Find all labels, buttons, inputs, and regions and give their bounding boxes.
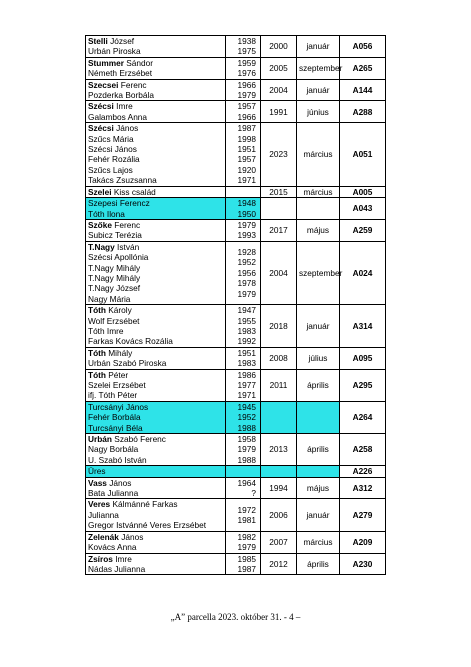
burial-month-cell: szeptember — [297, 241, 340, 304]
person-name — [88, 187, 223, 197]
burial-year-cell: 1991 — [261, 101, 297, 123]
surname: Szecsei — [88, 79, 119, 90]
names-cell — [86, 198, 226, 220]
burial-month-cell: június — [297, 101, 340, 123]
given-name: István — [114, 241, 140, 252]
person-name — [88, 326, 223, 336]
years-cell — [226, 477, 261, 499]
year-value: 1952 — [237, 257, 256, 268]
burial-month-cell: április — [297, 553, 340, 575]
given-name: T.Nagy József — [88, 283, 141, 294]
names-cell — [86, 553, 226, 575]
plot-code-cell: A265 — [340, 57, 386, 79]
plot-code-cell: A259 — [340, 219, 386, 241]
year-value: 1982 — [237, 531, 256, 542]
year-value: 1964 — [237, 477, 256, 488]
surname: Szelei — [88, 186, 112, 197]
plot-code-cell: A230 — [340, 553, 386, 575]
year-value: 1987 — [237, 563, 256, 574]
person-name — [88, 305, 223, 315]
burial-year-cell: 2012 — [261, 553, 297, 575]
given-name: Bata Julianna — [88, 488, 139, 499]
burial-month-cell: január — [297, 499, 340, 531]
burial-month-cell: május — [297, 477, 340, 499]
given-name: Subicz Terézia — [88, 230, 142, 241]
burial-year-cell: 2017 — [261, 219, 297, 241]
person-name — [88, 532, 223, 542]
burial-year-cell: 2004 — [261, 79, 297, 101]
names-cell — [86, 219, 226, 241]
person-name — [88, 455, 223, 465]
years-cell — [226, 305, 261, 348]
table-row — [86, 531, 386, 553]
person-name — [88, 390, 223, 400]
years-cell — [226, 401, 261, 433]
person-name — [88, 230, 223, 240]
table-row — [86, 477, 386, 499]
plot-code-cell: A051 — [340, 123, 386, 186]
given-name: Szűcs Lajos — [88, 164, 133, 175]
given-name: Németh Erzsébet — [88, 68, 153, 79]
year-value: 1938 — [237, 36, 256, 46]
person-name — [88, 478, 223, 488]
surname: Tóth — [88, 347, 106, 358]
year-value: 1988 — [237, 454, 256, 465]
burial-year-cell: 2000 — [261, 36, 297, 58]
years-cell — [226, 347, 261, 369]
given-name: Károly — [105, 305, 132, 316]
year-value: 1951 — [237, 144, 256, 155]
year-value: 1945 — [237, 401, 256, 412]
surname: T.Nagy — [88, 241, 115, 252]
year-value: 1947 — [237, 305, 256, 316]
registry-body — [86, 36, 386, 575]
year-value: 1983 — [237, 358, 256, 369]
person-name — [88, 564, 223, 574]
given-name: Sándor — [123, 57, 154, 68]
burial-month-cell: március — [297, 531, 340, 553]
given-name: Turcsányi Béla — [88, 422, 143, 433]
year-value: 1979 — [237, 542, 256, 553]
surname: Szőke — [88, 219, 112, 230]
surname: Stummer — [88, 57, 124, 68]
names-cell — [86, 101, 226, 123]
person-name — [88, 554, 223, 564]
given-name: Gregor Istvánné Veres Erzsébet — [88, 520, 207, 531]
given-name: Ferenc — [111, 219, 141, 230]
year-value: ? — [251, 488, 256, 499]
person-name — [88, 175, 223, 185]
given-name: Szepesi Ferencz — [88, 198, 150, 209]
table-row — [86, 79, 386, 101]
year-value: 1983 — [237, 325, 256, 336]
table-row — [86, 198, 386, 220]
plot-code-cell: A264 — [340, 401, 386, 433]
plot-code-cell: A314 — [340, 305, 386, 348]
names-cell — [86, 347, 226, 369]
year-value: 1979 — [237, 288, 256, 299]
burial-registry-table — [85, 35, 386, 575]
burial-month-cell: március — [297, 123, 340, 186]
burial-year-cell: 2007 — [261, 531, 297, 553]
years-cell — [226, 531, 261, 553]
person-name — [88, 198, 223, 208]
table-row — [86, 401, 386, 433]
given-name: ifj. Tóth Péter — [88, 390, 138, 401]
burial-month-cell: május — [297, 219, 340, 241]
years-cell — [226, 499, 261, 531]
years-cell — [226, 434, 261, 466]
names-cell — [86, 369, 226, 401]
person-name — [88, 412, 223, 422]
year-value: 1993 — [237, 230, 256, 241]
person-name — [88, 273, 223, 283]
plot-code-cell: A056 — [340, 36, 386, 58]
given-name: János — [106, 477, 132, 488]
burial-month-cell: április — [297, 369, 340, 401]
person-name — [88, 510, 223, 520]
given-name: Péter — [105, 369, 129, 380]
burial-year-cell — [261, 401, 297, 433]
year-value: 1957 — [237, 101, 256, 112]
plot-code-cell: A095 — [340, 347, 386, 369]
person-name — [88, 283, 223, 293]
given-name: Galambos Anna — [88, 111, 148, 122]
table-row — [86, 434, 386, 466]
plot-code-cell: A279 — [340, 499, 386, 531]
burial-month-cell — [297, 401, 340, 433]
given-name: Szabó Ferenc — [111, 434, 166, 445]
burial-year-cell — [261, 198, 297, 220]
year-value: 1979 — [237, 90, 256, 101]
given-name: T.Nagy Mihály — [88, 272, 141, 283]
person-name — [88, 165, 223, 175]
year-value: 1981 — [237, 515, 256, 526]
years-cell — [226, 57, 261, 79]
year-value: 1971 — [237, 175, 256, 186]
plot-code-cell: A258 — [340, 434, 386, 466]
given-name: Kálmánné Farkas — [110, 499, 178, 510]
year-value: 1998 — [237, 133, 256, 144]
burial-month-cell: január — [297, 305, 340, 348]
year-value: 1988 — [237, 422, 256, 433]
given-name: U. Szabó István — [88, 454, 147, 465]
burial-year-cell: 2013 — [261, 434, 297, 466]
surname: Urbán — [88, 434, 112, 445]
person-name — [88, 499, 223, 509]
burial-year-cell: 1994 — [261, 477, 297, 499]
table-row — [86, 499, 386, 531]
burial-month-cell: március — [297, 186, 340, 197]
person-name — [88, 466, 223, 476]
names-cell — [86, 477, 226, 499]
burial-year-cell: 2008 — [261, 347, 297, 369]
burial-month-cell: április — [297, 434, 340, 466]
table-row — [86, 553, 386, 575]
table-row — [86, 347, 386, 369]
names-cell — [86, 499, 226, 531]
table-row — [86, 466, 386, 477]
years-cell — [226, 198, 261, 220]
years-cell — [226, 466, 261, 477]
year-value: 1985 — [237, 553, 256, 564]
year-value: 1952 — [237, 412, 256, 423]
year-value: 1920 — [237, 164, 256, 175]
names-cell — [86, 466, 226, 477]
person-name — [88, 220, 223, 230]
year-value: 1951 — [237, 347, 256, 358]
year-value: 1976 — [237, 68, 256, 79]
person-name — [88, 123, 223, 133]
year-value: 1948 — [237, 198, 256, 209]
table-row — [86, 305, 386, 348]
names-cell — [86, 401, 226, 433]
person-name — [88, 90, 223, 100]
person-name — [88, 444, 223, 454]
plot-code-cell: A226 — [340, 466, 386, 477]
given-name: Tóth Ilona — [88, 208, 125, 219]
years-cell — [226, 219, 261, 241]
names-cell — [86, 434, 226, 466]
given-name: Mihály — [105, 347, 133, 358]
year-value: 1959 — [237, 57, 256, 68]
person-name — [88, 316, 223, 326]
years-cell — [226, 36, 261, 58]
given-name: Takács Zsuzsanna — [88, 175, 157, 186]
years-cell — [226, 369, 261, 401]
surname: Szécsi — [88, 123, 114, 134]
surname: Vass — [88, 477, 107, 488]
person-name — [88, 423, 223, 433]
burial-year-cell: 2015 — [261, 186, 297, 197]
given-name: Farkas Kovács Rozália — [88, 336, 173, 347]
given-name: Szűcs Mária — [88, 133, 134, 144]
years-cell — [226, 79, 261, 101]
year-value: 1957 — [237, 154, 256, 165]
names-cell — [86, 57, 226, 79]
given-name: Nádas Julianna — [88, 563, 146, 574]
table-row — [86, 369, 386, 401]
plot-code-cell: A209 — [340, 531, 386, 553]
names-cell — [86, 241, 226, 304]
given-name: Nagy Mária — [88, 293, 131, 304]
person-name — [88, 348, 223, 358]
person-name — [88, 434, 223, 444]
plot-code-cell: A024 — [340, 241, 386, 304]
person-name — [88, 336, 223, 346]
burial-year-cell: 2006 — [261, 499, 297, 531]
given-name: Urbán Szabó Piroska — [88, 358, 167, 369]
year-value: 1975 — [237, 46, 256, 57]
person-name — [88, 46, 223, 56]
given-name: Fehér Borbála — [88, 412, 141, 423]
person-name — [88, 263, 223, 273]
year-value: 1928 — [237, 246, 256, 257]
surname: Stelli — [88, 36, 108, 46]
burial-year-cell — [261, 466, 297, 477]
given-name: Tóth Imre — [88, 325, 124, 336]
year-value: 1978 — [237, 278, 256, 289]
person-name — [88, 520, 223, 530]
given-name: Üres — [88, 466, 106, 477]
given-name: Imre — [113, 101, 133, 112]
table-row — [86, 57, 386, 79]
year-value: 1979 — [237, 219, 256, 230]
year-value: 1958 — [237, 434, 256, 445]
given-name: Nagy Borbála — [88, 444, 139, 455]
person-name — [88, 252, 223, 262]
given-name: János — [118, 531, 144, 542]
burial-month-cell: szeptember — [297, 57, 340, 79]
surname: Veres — [88, 499, 111, 510]
burial-year-cell: 2011 — [261, 369, 297, 401]
given-name: József — [107, 36, 135, 46]
person-name — [88, 380, 223, 390]
surname: Tóth — [88, 305, 106, 316]
names-cell — [86, 305, 226, 348]
given-name: Pozderka Borbála — [88, 90, 154, 101]
person-name — [88, 242, 223, 252]
given-name: Szelei Erzsébet — [88, 380, 146, 390]
plot-code-cell: A043 — [340, 198, 386, 220]
given-name: Kovács Anna — [88, 542, 137, 553]
burial-month-cell: január — [297, 36, 340, 58]
page-footer: „A” parcella 2023. október 31. - 4 – — [170, 612, 301, 622]
given-name: Szécsi Apollónia — [88, 252, 149, 263]
table-row — [86, 219, 386, 241]
given-name: Szécsi János — [88, 144, 137, 155]
years-cell — [226, 123, 261, 186]
person-name — [88, 68, 223, 78]
person-name — [88, 370, 223, 380]
given-name: Ferenc — [118, 79, 147, 90]
year-value: 1972 — [237, 504, 256, 515]
burial-month-cell — [297, 198, 340, 220]
plot-code-cell: A295 — [340, 369, 386, 401]
year-value: 1987 — [237, 123, 256, 134]
year-value: 1986 — [237, 369, 256, 380]
names-cell — [86, 186, 226, 197]
year-value: 1950 — [237, 208, 256, 219]
given-name: T.Nagy Mihály — [88, 262, 141, 273]
year-value: 1966 — [237, 79, 256, 90]
person-name — [88, 36, 223, 46]
plot-code-cell: A144 — [340, 79, 386, 101]
person-name — [88, 112, 223, 122]
person-name — [88, 294, 223, 304]
year-value: 1979 — [237, 444, 256, 455]
plot-code-cell: A005 — [340, 186, 386, 197]
person-name — [88, 542, 223, 552]
surname: Zsíros — [88, 553, 113, 564]
year-value: 1971 — [237, 390, 256, 401]
person-name — [88, 154, 223, 164]
given-name: Turcsányi János — [88, 401, 149, 412]
years-cell — [226, 553, 261, 575]
given-name: Julianna — [88, 509, 119, 520]
person-name — [88, 358, 223, 368]
person-name — [88, 58, 223, 68]
year-value: 1956 — [237, 267, 256, 278]
person-name — [88, 144, 223, 154]
year-value: 1955 — [237, 315, 256, 326]
burial-month-cell: január — [297, 79, 340, 101]
years-cell — [226, 186, 261, 197]
given-name: Wolf Erzsébet — [88, 315, 140, 326]
burial-month-cell — [297, 466, 340, 477]
year-value: 1992 — [237, 336, 256, 347]
person-name — [88, 101, 223, 111]
surname: Tóth — [88, 369, 106, 380]
table-row — [86, 123, 386, 186]
names-cell — [86, 531, 226, 553]
given-name: Urbán Piroska — [88, 46, 141, 57]
table-row — [86, 186, 386, 197]
burial-year-cell: 2023 — [261, 123, 297, 186]
burial-year-cell: 2005 — [261, 57, 297, 79]
given-name: Imre — [112, 553, 132, 564]
given-name: János — [113, 123, 139, 134]
years-cell — [226, 101, 261, 123]
names-cell — [86, 123, 226, 186]
person-name — [88, 134, 223, 144]
plot-code-cell: A288 — [340, 101, 386, 123]
person-name — [88, 209, 223, 219]
years-cell — [226, 241, 261, 304]
surname: Zelenák — [88, 531, 119, 542]
burial-year-cell: 2004 — [261, 241, 297, 304]
person-name — [88, 80, 223, 90]
person-name — [88, 402, 223, 412]
given-name: Kiss család — [111, 186, 156, 197]
year-value: 1977 — [237, 380, 256, 390]
burial-month-cell: július — [297, 347, 340, 369]
table-row — [86, 101, 386, 123]
names-cell — [86, 36, 226, 58]
names-cell — [86, 79, 226, 101]
table-row — [86, 241, 386, 304]
year-value: 1966 — [237, 111, 256, 122]
surname: Szécsi — [88, 101, 114, 112]
given-name: Fehér Rozália — [88, 154, 140, 165]
burial-year-cell: 2018 — [261, 305, 297, 348]
table-row — [86, 36, 386, 58]
plot-code-cell: A312 — [340, 477, 386, 499]
person-name — [88, 488, 223, 498]
